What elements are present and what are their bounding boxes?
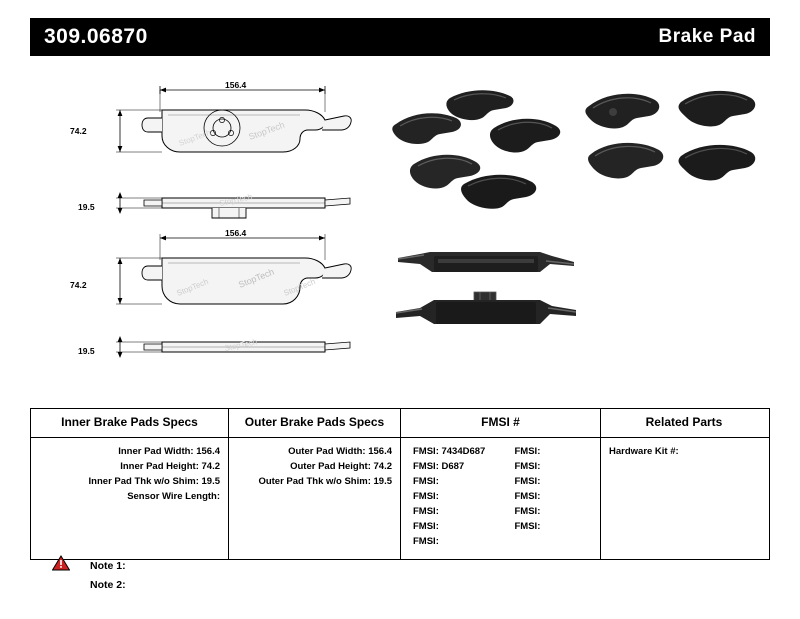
hardware-kit-row: Hardware Kit #: xyxy=(609,446,679,457)
fmsi-cell xyxy=(401,438,601,559)
inner-pad-edge-drawing xyxy=(100,184,400,234)
column-header-fmsi: FMSI # xyxy=(401,409,601,437)
brake-pad-with-hardware-photo xyxy=(390,242,590,362)
inner-pad-front-drawing xyxy=(100,80,400,190)
svg-text:StopTech: StopTech xyxy=(218,192,254,208)
svg-text:StopTech: StopTech xyxy=(237,266,276,290)
fmsi-right-2: FMSI: xyxy=(514,476,541,487)
fmsi-right-4: FMSI: xyxy=(514,506,541,517)
column-header-outer-specs: Outer Brake Pads Specs xyxy=(229,409,401,437)
specs-table-header xyxy=(31,409,769,438)
svg-text:StopTech: StopTech xyxy=(175,277,210,298)
drawing-area xyxy=(30,62,770,392)
fmsi-left-0: FMSI: 7434D687 xyxy=(413,446,486,457)
fmsi-left-5: FMSI: xyxy=(413,521,439,532)
note-1-label: Note 1: xyxy=(90,559,126,572)
outer-pad-edge-drawing xyxy=(100,330,400,378)
fmsi-right-0: FMSI: xyxy=(514,446,541,457)
fmsi-grid xyxy=(409,444,592,549)
svg-text:StopTech: StopTech xyxy=(177,128,213,148)
inner-pad-width-row: Inner Pad Width: 156.4 xyxy=(118,446,220,457)
inner-specs-cell xyxy=(31,438,229,559)
fmsi-left-4: FMSI: xyxy=(413,506,439,517)
product-type: Brake Pad xyxy=(658,26,756,47)
warning-triangle-icon xyxy=(52,555,76,576)
fmsi-right-5: FMSI: xyxy=(514,521,541,532)
brake-pad-alternate-photo xyxy=(585,84,760,214)
fmsi-left-1: FMSI: D687 xyxy=(413,461,465,472)
specs-table xyxy=(30,408,770,560)
outer-pad-thickness-dim: 19.5 xyxy=(78,346,95,356)
inner-pad-height-row: Inner Pad Height: 74.2 xyxy=(120,461,220,472)
svg-text:StopTech: StopTech xyxy=(223,337,259,353)
column-header-related-parts: Related Parts xyxy=(645,415,723,429)
outer-pad-front-drawing xyxy=(100,228,400,343)
outer-pad-width-row: Outer Pad Width: 156.4 xyxy=(288,446,392,457)
inner-pad-thickness-dim: 19.5 xyxy=(78,202,95,212)
note-2-line xyxy=(52,575,352,594)
fmsi-right-1: FMSI: xyxy=(514,461,541,472)
fmsi-right-6 xyxy=(501,534,593,549)
sensor-wire-length-row: Sensor Wire Length: xyxy=(127,491,220,502)
note-1-line xyxy=(52,556,352,575)
notes-section xyxy=(52,556,352,594)
header-bar xyxy=(30,18,770,56)
related-parts-cell xyxy=(601,438,767,559)
outer-pad-width-dim: 156.4 xyxy=(225,228,247,238)
fmsi-left-2: FMSI: xyxy=(413,476,439,487)
outer-pad-height-dim: 74.2 xyxy=(70,280,87,290)
inner-pad-height-dim: 74.2 xyxy=(70,126,87,136)
outer-specs-cell xyxy=(229,438,401,559)
specs-table-body xyxy=(31,438,769,559)
fmsi-left-6: FMSI: xyxy=(413,536,439,547)
fmsi-left-3: FMSI: xyxy=(413,491,439,502)
inner-pad-thickness-row: Inner Pad Thk w/o Shim: 19.5 xyxy=(88,476,220,487)
note-2-label: Note 2: xyxy=(90,578,126,591)
part-number: 309.06870 xyxy=(44,25,148,48)
outer-pad-height-row: Outer Pad Height: 74.2 xyxy=(290,461,392,472)
fmsi-right-3: FMSI: xyxy=(514,491,541,502)
column-header-inner-specs: Inner Brake Pads Specs xyxy=(31,409,229,437)
svg-text:StopTech: StopTech xyxy=(247,119,286,142)
outer-pad-thickness-row: Outer Pad Thk w/o Shim: 19.5 xyxy=(258,476,392,487)
brake-pad-set-photo xyxy=(390,84,580,214)
svg-text:StopTech: StopTech xyxy=(282,277,317,298)
inner-pad-width-dim: 156.4 xyxy=(225,80,247,90)
